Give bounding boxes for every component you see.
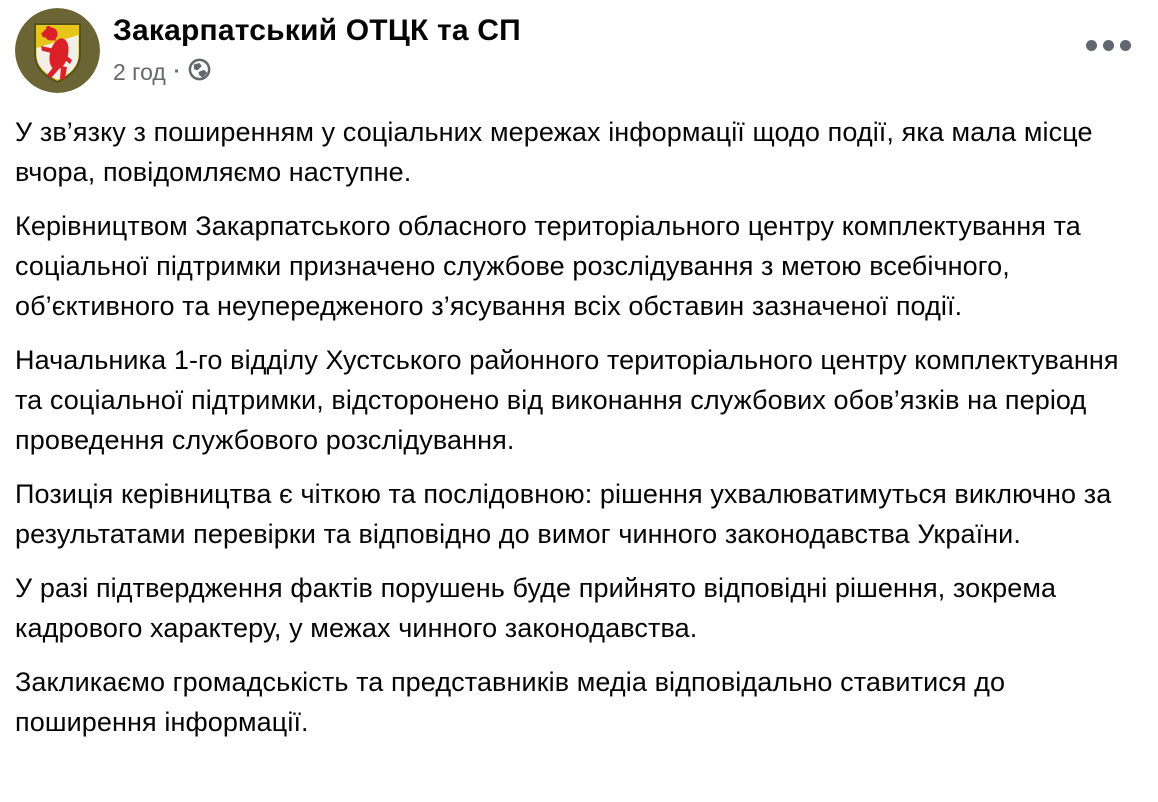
timestamp[interactable]: 2 год bbox=[113, 58, 166, 85]
post-body bbox=[15, 112, 1143, 742]
post-meta bbox=[113, 56, 521, 87]
ellipsis-icon bbox=[1120, 40, 1131, 51]
post-paragraph: Керівництвом Закарпатського обласного територіального центру комплектування та соціальної підтримки призначено службове розслідування з метою всебічного, об’єктивного та неупередженого з’ясування всіх обставин зазначеної події. bbox=[15, 211, 1081, 321]
post-options-button[interactable] bbox=[1080, 34, 1137, 57]
author-name[interactable]: Закарпатський ОТЦК та СП bbox=[113, 14, 521, 47]
post-paragraph: У зв’язку з поширенням у соціальних мережах інформації щодо події, яка мала місце вчора, повідомляємо наступне. bbox=[15, 117, 1093, 187]
ellipsis-icon bbox=[1086, 40, 1097, 51]
avatar[interactable] bbox=[15, 8, 100, 93]
post-paragraph: Позиція керівництва є чіткою та послідовною: рішення ухвалюватимуться виключно за результатами перевірки та відповідно до вимог чинного законодавства України. bbox=[15, 479, 1112, 549]
post-paragraph: Начальника 1-го відділу Хустського районного територіального центру комплектування та соціальної підтримки, відсторонено від виконання службових обов’язків на період проведення службового розслідування. bbox=[15, 345, 1119, 455]
globe-icon bbox=[188, 58, 211, 87]
post-paragraph: Закликаємо громадськість та представників медіа відповідально ставитися до поширення інформації. bbox=[15, 667, 1006, 737]
post-header bbox=[15, 8, 1143, 93]
meta-separator: · bbox=[173, 60, 181, 83]
ellipsis-icon bbox=[1103, 40, 1114, 51]
header-text bbox=[113, 8, 521, 87]
post-paragraph: У разі підтвердження фактів порушень буде прийнято відповідні рішення, зокрема кадрового характеру, у межах чинного законодавства. bbox=[15, 573, 1057, 643]
unit-emblem-red-bear-shield-icon bbox=[15, 8, 100, 93]
